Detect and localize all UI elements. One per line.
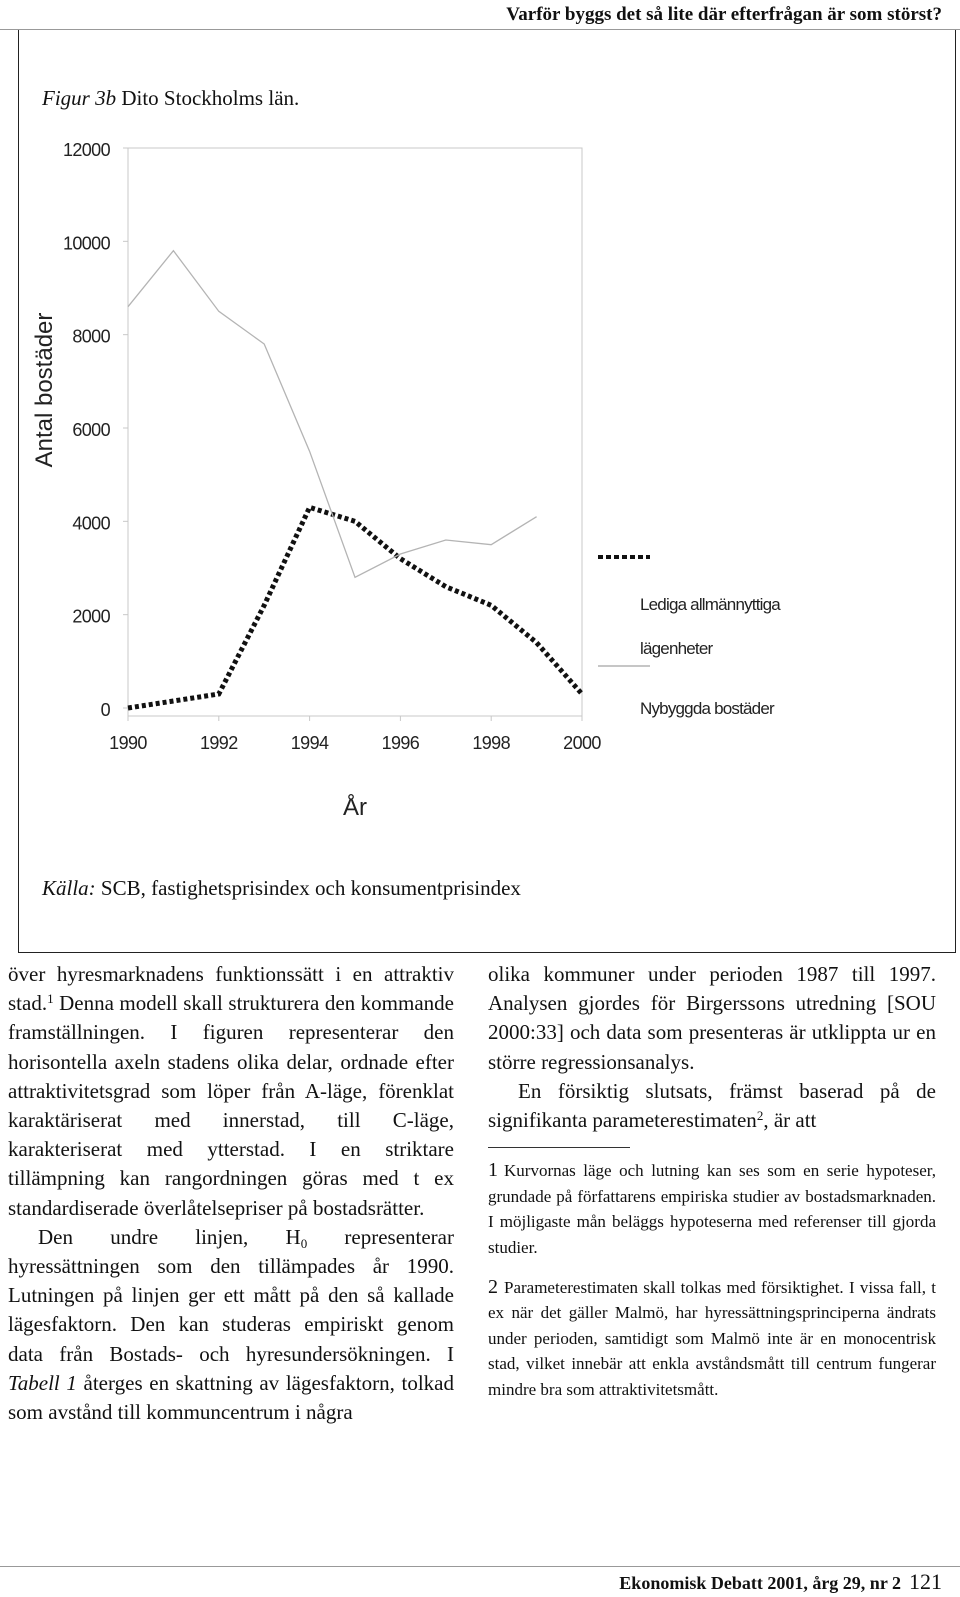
y-tick-label: 4000: [72, 513, 110, 534]
footnote-number: 1: [488, 1159, 498, 1182]
y-axis-ticks: [63, 140, 128, 720]
page-number: 121: [909, 1569, 942, 1594]
table-reference: Tabell 1: [8, 1370, 77, 1395]
footnote-2: [488, 1275, 936, 1403]
paragraph: [8, 960, 454, 1223]
legend: [598, 557, 784, 718]
footnote-rule: [488, 1147, 630, 1148]
subscript: 0: [300, 1235, 308, 1251]
x-axis-ticks: [109, 716, 601, 753]
footnote-1: [488, 1158, 936, 1260]
running-foot: [0, 1566, 960, 1597]
legend-label-nybyggda: Nybyggda bostäder: [640, 699, 774, 718]
running-title: Varför byggs det så lite där efterfrågan är som störst?: [506, 4, 942, 25]
x-axis-label: År: [343, 794, 367, 821]
figure-source: [42, 876, 521, 901]
y-tick-label: 10000: [62, 233, 110, 254]
x-tick-label: 1994: [290, 733, 329, 753]
text-run: återges en skattning av lägesfaktorn, tolkad som avstånd till kommuncentrum i några: [8, 1370, 454, 1425]
source-label: Källa:: [42, 876, 96, 900]
y-axis-label: Antal bostäder: [31, 312, 58, 468]
series-lediga-line: [128, 507, 582, 708]
footnote-text: Kurvornas läge och lutning kan ses som en serie hypoteser, grundade på författarens empiriska studier av bostadsmarknaden. I möjligaste mån beläggs hypoteserna med referenser till gjorda studier.: [488, 1161, 936, 1257]
x-tick-label: 1990: [109, 733, 147, 753]
series-layer: [128, 251, 582, 708]
paragraph: [8, 1223, 454, 1427]
footnote-ref-2: 2: [756, 1108, 764, 1124]
source-text: SCB, fastighetsprisindex och konsumentprisindex: [100, 876, 521, 900]
text-run: , är att: [763, 1108, 817, 1133]
y-tick-label: 0: [100, 700, 110, 720]
x-tick-label: 1992: [199, 733, 238, 753]
text-run: En försiktig slutsats, främst baserad på de signifikanta parameterestimaten: [488, 1078, 936, 1133]
text-run: över hyresmarknadens funktionssätt i en attraktiv stad.: [8, 962, 454, 1016]
body-column-left: [8, 960, 454, 1427]
y-tick-label: 12000: [62, 140, 110, 160]
plot-frame: [128, 148, 582, 716]
footnote-number: 2: [488, 1275, 498, 1298]
text-run: Denna modell skall strukturera den kommande framställningen. I figuren representerar den horisontella axeln stadens olika delar, ordnade efter attraktivitetsgrad som löper från A-läge, förenklat karaktäriserat med innerstad, till C-läge, karakteriserat med ytterstad. I en striktare tillämpning kan rangordningen göras med t ex standardiserade överlåtelsepriser på bostadsrätter.: [8, 991, 454, 1220]
journal-info: Ekonomisk Debatt 2001, årg 29, nr 2: [619, 1573, 901, 1593]
series-nybyggda-line: [128, 251, 537, 578]
paragraph: [488, 1077, 936, 1135]
y-tick-label: 6000: [72, 420, 110, 440]
x-tick-label: 2000: [563, 733, 601, 753]
footnote-ref-1: 1: [47, 991, 54, 1007]
figure-title: Dito Stockholms län.: [121, 86, 300, 110]
text-run: representerar hyressättningen som den tillämpades år 1990. Lutningen på linjen ger ett mått på den så kallade lägesfaktorn. Den kan studeras empiriskt genom data från Bostads- och hyresundersökningen. I: [8, 1224, 454, 1366]
legend-label-lediga: Lediga allmännyttiga lägenheter: [640, 595, 780, 658]
x-tick-label: 1996: [381, 733, 420, 753]
y-tick-label: 8000: [72, 326, 110, 347]
paragraph: olika kommuner under perioden 1987 till 1997. Analysen gjordes för Birgerssons utredning [SOU 2000:33] och data som presenteras är utklippta ur en större regressionsanalys.: [488, 962, 936, 1074]
footnote-text: Parameterestimaten skall tolkas med försiktighet. I vissa fall, t ex när det gäller Malmö, har hyressättningsprinciperna ändrats under perioden, samtidigt som Malmö inte är en monocentrisk stad, vilket innebär att enkla avståndsmått till centrum fungerar mindre bra som attraktivitetsmått.: [488, 1277, 936, 1399]
y-tick-label: 2000: [72, 606, 110, 627]
body-column-right: [488, 960, 936, 1417]
figure-label: Figur 3b: [42, 86, 117, 110]
x-tick-label: 1998: [472, 733, 511, 753]
text-run: Den undre linjen, H: [38, 1224, 301, 1249]
